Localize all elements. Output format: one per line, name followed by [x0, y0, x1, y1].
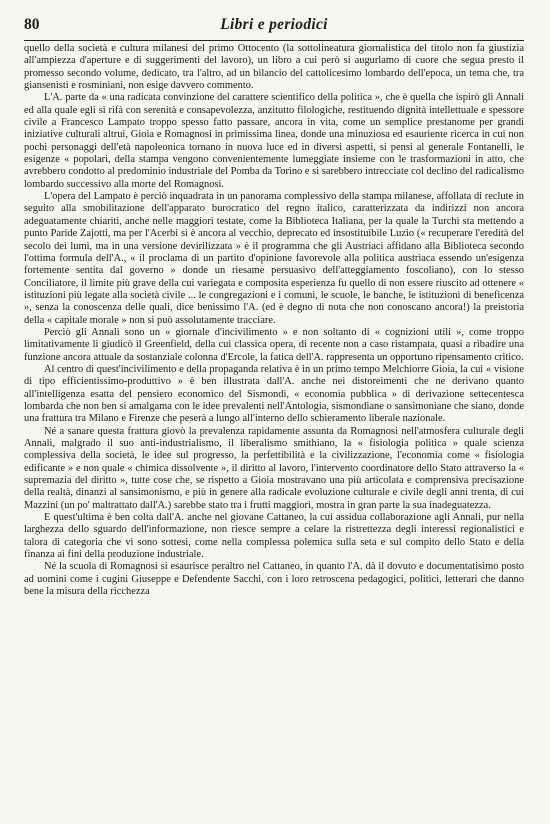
- paragraph: Né a sanare questa frattura giovò la prevalenza rapidamente assunta da Romagnosi nell'atmosfera culturale degli Annali, malgrado il suo anti-industrialismo, il liberalismo smithiano, la « fisiologia politica » quale scienza complessiva della società, le idee sul progresso, la perfettibilità e la civilizzazione, l'economia come « fisiologia edificante » e non quale « chimica dissolvente », il diritto al lavoro, l'intervento coordinatore dello Stato attraverso la « supremazia del diritto », tutte cose che, se rispetto a Gioia mostravano una più articolata e comprensiva precisazione della realtà, dinanzi al sansimonismo, e più in genere alla radicale evoluzione culturale e civile degli anni trenta, di cui Mazzini (un po' maltrattato dall'A.) sarebbe stato tra i frutti maggiori, mostra in gran parte la sua inadeguatezza.: [24, 425, 524, 511]
- paragraph: L'opera del Lampato è perciò inquadrata in un panorama complessivo della stampa milanese, affollata di reclute in seguito alla smobilitazione dell'apparato burocratico del regno italico, caratterizzata da indirizzi non ancora adeguatamente chiariti, anche nelle maggiori testate, come la Biblioteca Italiana, per la quale la Turchi sta mettendo a punto Paride Zajotti, ma per l'Acerbi si è ancora al vecchio, deprecato ed insostituibile Luzio (« recuperare l'eredità del secolo dei lumi, ma in una versione devirilizzata » è il programma che gli Austriaci affidano alla Biblioteca secondo l'ottima formula dell'A., « il proclama di un partito d'opinione favorevole alla politica austriaca essendo un'esigenza fortemente sentita dal governo » donde un riesame persuasivo dell'atteggiamento foscoliano), con lo stesso Conciliatore, il limite più grave della cui variegata e composita esperienza fu quello di non essere riuscito ad ottenere « istituzioni più legate alla società civile ... le congregazioni e i comuni, le scuole, le banche, le istituzioni di beneficenza », senza la conoscenza delle quali, dice benissimo l'A. (ed è degno di nota che non conoscano ancora!) la preistoria della « capitale morale » non si può assolutamente tracciare.: [24, 191, 524, 326]
- paragraph: E quest'ultima è ben colta dall'A. anche nel giovane Cattaneo, la cui assidua collaborazione agli Annali, pur nella larghezza dello sguardo dell'informazione, non riesce sempre a celare la ristrettezza degli interessi regionalistici e talora di categoria che vi sono sottesi, come nella complessa polemica sulla seta e sul compito dello Stato e della finanza ai fini della produzione industriale.: [24, 512, 524, 561]
- paragraph: Né la scuola di Romagnosi si esaurisce peraltro nel Cattaneo, in quanto l'A. dà il dovuto e documentatisimo posto ad uomini come i cugini Giuseppe e Defendente Sacchi, con i loro retroscena pedagogici, politici, letterari che danno bene la misura della ricchezza: [24, 561, 524, 598]
- page-number: 80: [24, 16, 40, 33]
- paragraph: Perciò gli Annali sono un « giornale d'incivilimento » e non soltanto di « cognizioni utili », come troppo limitativamente li giudicò il Greenfield, della cui classica opera, di recente non a caso ristampata, quasi a ribadire una funzione ancora attuale da sostanziale colonna d'Ercole, la fatica dell'A. rappresenta un opportuno ripensamento critico.: [24, 326, 524, 363]
- paragraph: Al centro di quest'incivilimento e della propaganda relativa è in un primo tempo Melchiorre Gioia, la cui « visione di tipo efficientissimo-produttivo » è ben illustrata dall'A. anche nei distoreimenti che ne derivano quanto all'intelligenza esatta del pensiero economico del Sismondi, « economia pubblica » di derivazione settecentesca lombarda che non ben si amalgama con le idee prevalenti nell'Antologia, sismondiane o sansimoniane che siano, donde una frattura tra Milano e Firenze che peserà a lungo all'interno dello schieramento liberale nazionale.: [24, 363, 524, 425]
- article-body: [24, 41, 524, 598]
- paragraph: L'A. parte da « una radicata convinzione del carattere scientifico della politica », che è quella che ispirò gli Annali ed alla quale egli si rifà con serenità e consapevolezza, anzitutto filologiche, restituendo dignità intellettuale e spessore civile a Francesco Lampato troppo spesso fatto passare, ancora in vita, come un semplice prestanome per grandi iniziative culturali altrui, Gioia e Romagnosi in primissima linea, donde una minuziosa ed esauriente ricerca in cui non pochi personaggi dell'età napoleonica tornano in nuova luce ed in diversi aspetti, si pensi al generale Fontanelli, le esigenze « popolari, della stampa vengono convenientemente lumeggiate insieme con le trasformazioni in atto, che avrebbero condotto al predominio industriale del Pomba da Torino e si sarebbero intrecciate col declino del radicalismo lombardo successivo alla morte del Romagnosi.: [24, 92, 524, 190]
- paragraph: quello della società e cultura milanesi del primo Ottocento (la sottolineatura giornalistica del titolo non fa giustizia all'ampiezza d'aperture e di suggerimenti del lavoro), un libro a cui però si augurlamo di cuore che segua presto il promesso secondo volume, dedicato, tra l'altro, ad un bilancio del cattolicesimo lombardo dell'epoca, un tema che, tra giansenisti e rosminiani, non esige davvero commento.: [24, 43, 524, 92]
- running-title: Libri e periodici: [220, 16, 328, 33]
- running-header: [24, 14, 524, 41]
